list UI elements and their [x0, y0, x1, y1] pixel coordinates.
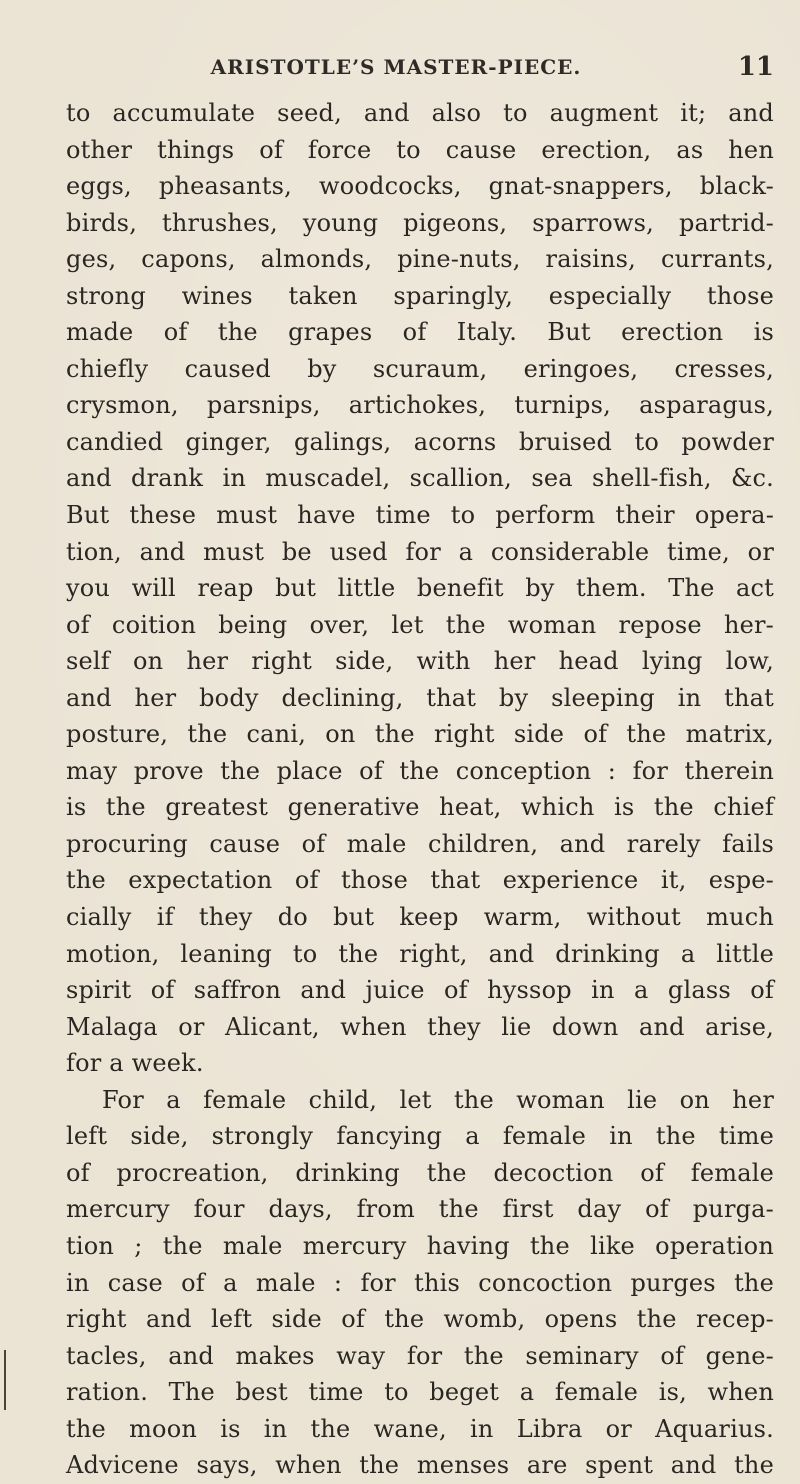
text-line: tacles, and makes way for the seminary of gene-: [66, 1341, 774, 1370]
text-line: other things of force to cause erection, as hen: [66, 135, 774, 164]
text-line: But these must have time to perform their opera-: [66, 501, 774, 530]
text-line: made of the grapes of Italy. But erection is: [66, 318, 774, 347]
text-line: For a female child, let the woman lie on her: [102, 1085, 774, 1114]
text-line: and drank in muscadel, scallion, sea shell-fish, &c.: [66, 464, 774, 493]
text-line: for a week.: [66, 1049, 204, 1078]
text-line: eggs, pheasants, woodcocks, gnat-snappers, black-: [66, 172, 774, 201]
text-line: you will reap but little benefit by them. The act: [66, 574, 774, 603]
text-line: tion ; the male mercury having the like operation: [66, 1231, 774, 1260]
text-line: in case of a male : for this concoction purges the: [66, 1268, 774, 1297]
text-line: ges, capons, almonds, pine-nuts, raisins, currants,: [66, 245, 774, 274]
page-number: 11: [737, 52, 774, 82]
running-title: ARISTOTLE’S MASTER-PIECE.: [210, 55, 582, 79]
text-line: of procreation, drinking the decoction of female: [66, 1158, 774, 1187]
text-line: birds, thrushes, young pigeons, sparrows, partrid-: [66, 208, 774, 237]
text-line: cially if they do but keep warm, without much: [66, 903, 774, 932]
text-line: tion, and must be used for a considerable time, or: [66, 537, 774, 566]
text-line: of coition being over, let the woman repose her-: [66, 610, 774, 639]
text-line: crysmon, parsnips, artichokes, turnips, asparagus,: [66, 391, 774, 420]
text-line: to accumulate seed, and also to augment it; and: [66, 99, 774, 127]
text-line: Malaga or Alicant, when they lie down and arise,: [66, 1012, 774, 1041]
text-line: Advicene says, when the menses are spent and the: [66, 1451, 774, 1480]
body-text: [66, 95, 774, 1484]
text-line: spirit of saffron and juice of hyssop in a glass of: [66, 976, 774, 1005]
running-head: [66, 52, 774, 85]
text-line: right and left side of the womb, opens the recep-: [66, 1305, 774, 1334]
text-line: motion, leaning to the right, and drinking a little: [66, 939, 774, 968]
text-line: strong wines taken sparingly, especially those: [66, 281, 774, 310]
text-line: chiefly caused by scuraum, eringoes, cresses,: [66, 354, 774, 383]
text-line: and her body declining, that by sleeping in that: [66, 683, 774, 712]
page-edge-shadow: [4, 1350, 6, 1410]
text-line: the expectation of those that experience it, espe-: [66, 866, 774, 895]
text-line: left side, strongly fancying a female in the time: [66, 1122, 774, 1151]
text-line: is the greatest generative heat, which is the chief: [66, 793, 774, 822]
text-line: self on her right side, with her head lying low,: [66, 647, 774, 676]
text-line: may prove the place of the conception : for therein: [66, 756, 774, 785]
text-line: procuring cause of male children, and rarely fails: [66, 829, 774, 858]
text-line: ration. The best time to beget a female is, when: [66, 1378, 774, 1407]
text-line: posture, the cani, on the right side of the matrix,: [66, 720, 774, 749]
text-line: the moon is in the wane, in Libra or Aquarius.: [66, 1414, 774, 1443]
text-line: mercury four days, from the first day of purga-: [66, 1195, 774, 1224]
text-line: candied ginger, galings, acorns bruised to powder: [66, 427, 774, 456]
